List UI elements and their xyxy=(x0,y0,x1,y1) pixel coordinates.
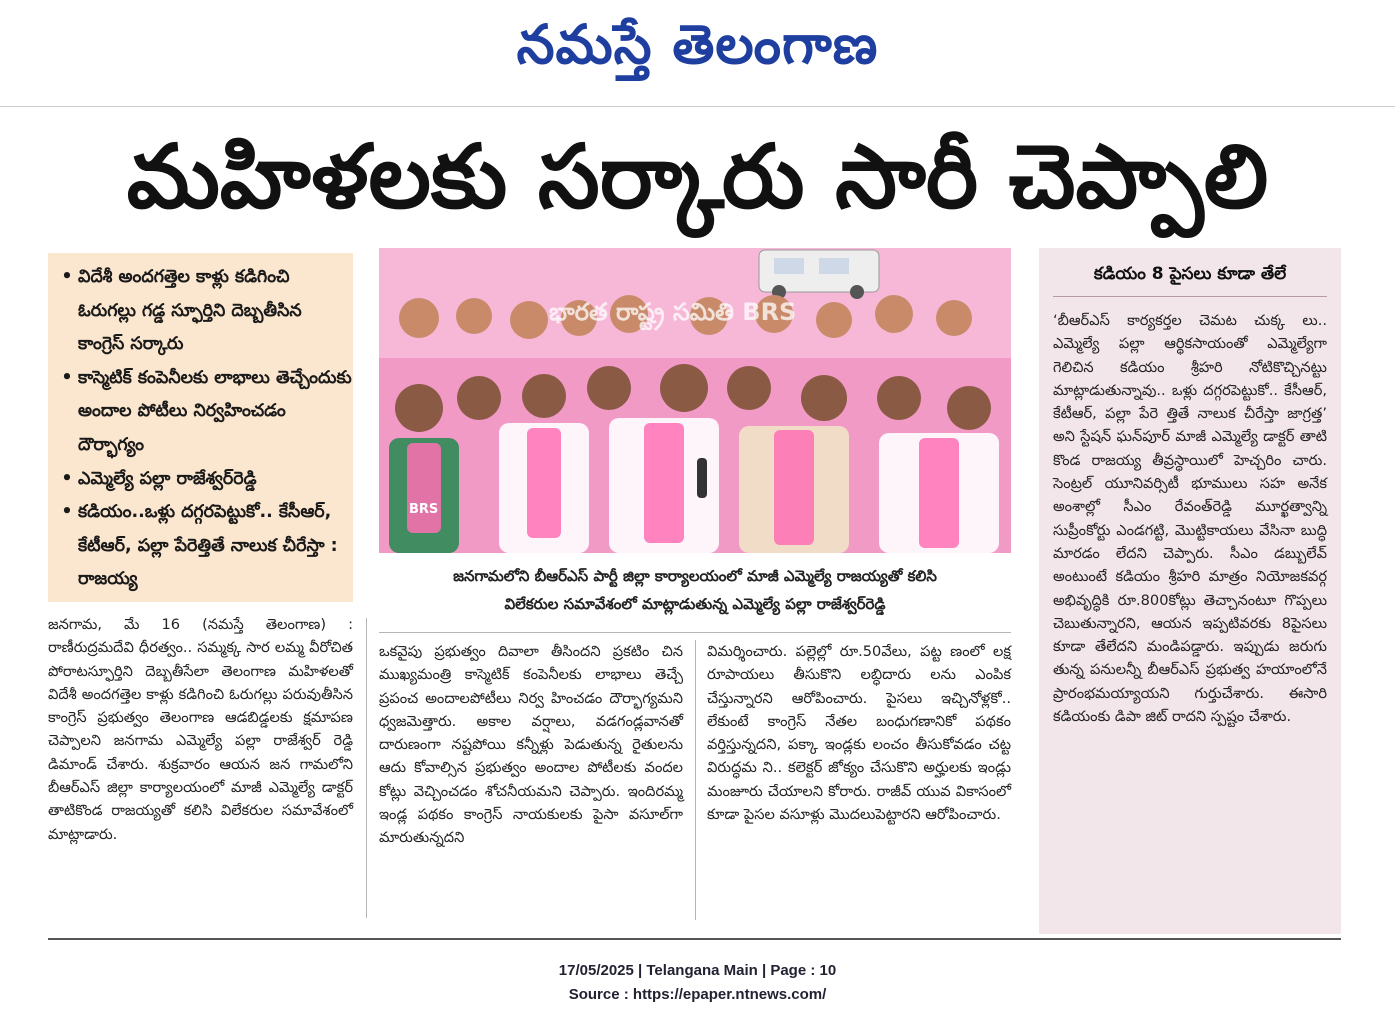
bullet-dot-icon: • xyxy=(61,367,73,388)
masthead-divider xyxy=(0,106,1395,107)
sidebar-story xyxy=(1039,248,1341,934)
highlight-item: • ఎమ్మెల్యే పల్లా రాజేశ్వర్‌రెడ్డి xyxy=(48,463,353,497)
photo-caption xyxy=(379,562,1011,618)
newspaper-masthead: నమస్తే తెలంగాణ xyxy=(516,12,879,76)
article-headline: మహిళలకు సర్కారు సారీ చెప్పాలి xyxy=(126,125,1269,228)
highlight-item: • కాస్మెటిక్ కంపెనీలకు లాభాలు తెచ్చేందుకు అందాల పోటీలు నిర్వహించడం దౌర్భాగ్యం xyxy=(48,362,353,463)
highlights-box xyxy=(48,253,353,602)
article-column xyxy=(707,640,1011,826)
bullet-dot-icon: • xyxy=(61,502,73,523)
column-divider xyxy=(695,640,696,920)
article-column xyxy=(379,640,683,850)
caption-rule xyxy=(379,632,1011,633)
article-text: ఒకవైపు ప్రభుత్వం దివాలా తీసిందని ప్రకటిం చిన ముఖ్యమంత్రి కాస్మెటిక్ కంపెనీలకు లాభాలు తెచ్చే ప్రపంచ అందాలపోటీలు నిర్వ హించడం దౌర్భాగ్యమని ధ్వజమెత్తారు. అకాల వర్షాలు, వడగండ్లవానతో దారుణంగా నష్టపోయి కన్నీళ్లు పెడుతున్న రైతులను ఆదు కోవాల్సిన ప్రభుత్వం అందాల పోటీలకు వందల కోట్లు వెచ్చించడం శోచనీయమని చెప్పారు. ఇందిరమ్మ ఇండ్ల పథకం కాంగ్రెస్ నాయకులకు పైసా వసూల్‌గా మారుతున్నదని xyxy=(379,643,683,847)
article-column xyxy=(48,613,353,846)
edition-info: 17/05/2025 | Telangana Main | Page : 10 xyxy=(558,962,837,979)
sidebar-title: కడియం 8 పైసలు కూడా తేలే xyxy=(1053,260,1327,297)
footer-divider xyxy=(48,938,1341,940)
column-divider xyxy=(366,618,367,918)
sidebar-body: ‘బీఆర్‌ఎస్ కార్యకర్తల చెమట చుక్క లు.. ఎమ్మెల్యే పల్లా ఆర్థికసాయంతో ఎమ్మెల్యేగా గెలిచిన కడియం శ్రీహరి నోటికొచ్చినట్టు మాట్లాడుతున్నావు.. ఒళ్లు దగ్గరపెట్టుకో.. కేసీఆర్, కేటీఆర్, పల్లా పేరె త్తితే నాలుక చీరేస్తా జాగ్రత్త’ అని స్టేషన్ ఘన్‌పూర్ మాజీ ఎమ్మెల్యే డాక్టర్ తాటి కొండ రాజయ్య తీవ్రస్థాయిలో హెచ్చరిం చారు. సెంట్రల్ యూనివర్సిటీ భూములు సహ అనేక అంశాల్లో సీఎం రేవంత్‌రెడ్డి మూర్ఖత్వాన్ని సుప్రీంకోర్టు ఎండగట్టి, మొట్టికాయలు వేసినా బుద్ధి మారడం లేదని చెప్పారు. సీఎం డబ్బులేవ్ అంటుంటే కడియం శ్రీహరి మాత్రం నియోజకవర్గ అభివృద్ధికి రూ.800కోట్లు తెచ్చానంటూ గొప్పలు చెబుతున్నారని, ఆయన ఇప్పటివరకు 8పైసలు కూడా తేలేదని మండిపడ్డారు. ఇప్పుడు జరుగు తున్న పనులన్నీ బీఆర్‌ఎస్ ప్రభుత్వ హయాంలోనే ప్రారంభమయ్యాయని గుర్తుచేశారు. ఈసారి కడియంకు డిపా జిట్ రాదని స్పష్టం చేశారు. xyxy=(1053,312,1327,726)
microphone-icon xyxy=(697,458,707,498)
source-link[interactable]: Source : https://epaper.ntnews.com/ xyxy=(568,986,827,1003)
bullet-dot-icon: • xyxy=(61,468,73,489)
party-logo: BRS xyxy=(409,502,439,517)
bullet-dot-icon: • xyxy=(61,267,73,287)
caption-line: జనగామలోని బీఆర్‌ఎస్ పార్టీ జిల్లా కార్యాలయంలో మాజీ ఎమ్మెల్యే రాజయ్యతో కలిసి xyxy=(453,567,937,585)
highlight-item: • కడియం..ఒళ్లు దగ్గరపెట్టుకో.. కేసీఆర్, కేటీఆర్, పల్లా పేరెత్తితే నాలుక చీరేస్తా : రాజయ్య xyxy=(48,496,353,597)
article-text: విమర్శించారు. పల్లెల్లో రూ.50వేలు, పట్ట ణంలో లక్ష రూపాయలు తీసుకొని లబ్ధిదారు లను ఎంపిక చేస్తున్నారని ఆరోపించారు. పైసలు ఇచ్చినోళ్లకో.. లేకుంటే కాంగ్రెస్ నేతల బంధుగణానికో పథకం వర్తిస్తున్నదని, పక్కా ఇండ్లకు లంచం తీసుకోవడం చట్ట విరుద్ధమ ని.. కలెక్టర్ జోక్యం చేసుకొని అర్హులకు ఇండ్లు మంజూరు చేయాలని కోరారు. రాజీవ్ యువ వికాసంలో కూడా పైసల వసూళ్లు మొదలుపెట్టారని ఆరోపించారు. xyxy=(707,643,1011,824)
caption-line: విలేకరుల సమావేశంలో మాట్లాడుతున్న ఎమ్మెల్యే పల్లా రాజేశ్వర్‌రెడ్డి xyxy=(504,595,886,613)
banner-text: భారత రాష్ట్ర సమితి BRS xyxy=(549,298,797,326)
article-text: జనగామ, మే 16 (నమస్తే తెలంగాణ) : రాణీరుద్రమదేవి ధీరత్వం.. సమ్మక్క సార లమ్మ వీరోచిత పోరాటస్ఫూర్తిని దెబ్బతీసేలా తెలంగాణ మహిళలతో విదేశీ అందగత్తెల కాళ్లు కడిగించి ఓరుగల్లు పరువుతీసిన కాంగ్రెస్ ప్రభుత్వం తెలంగాణ ఆడబిడ్డలకు క్షమాపణ చెప్పాలని జనగామ ఎమ్మెల్యే పల్లా రాజేశ్వర్ రెడ్డి డిమాండ్ చేశారు. శుక్రవారం ఆయన జన గామలోని బీఆర్‌ఎస్ జిల్లా కార్యాలయంలో మాజీ ఎమ్మెల్యే డాక్టర్ తాటికొండ రాజయ్యతో కలిసి విలేకరుల సమావేశంలో మాట్లాడారు. xyxy=(48,616,353,843)
press-meet-photo xyxy=(379,248,1011,553)
highlight-item: • విదేశీ అందగత్తెల కాళ్లు కడిగించి ఓరుగల్లు గడ్డ స్ఫూర్తిని దెబ్బతీసిన కాంగ్రెస్ సర్కారు xyxy=(48,261,353,362)
